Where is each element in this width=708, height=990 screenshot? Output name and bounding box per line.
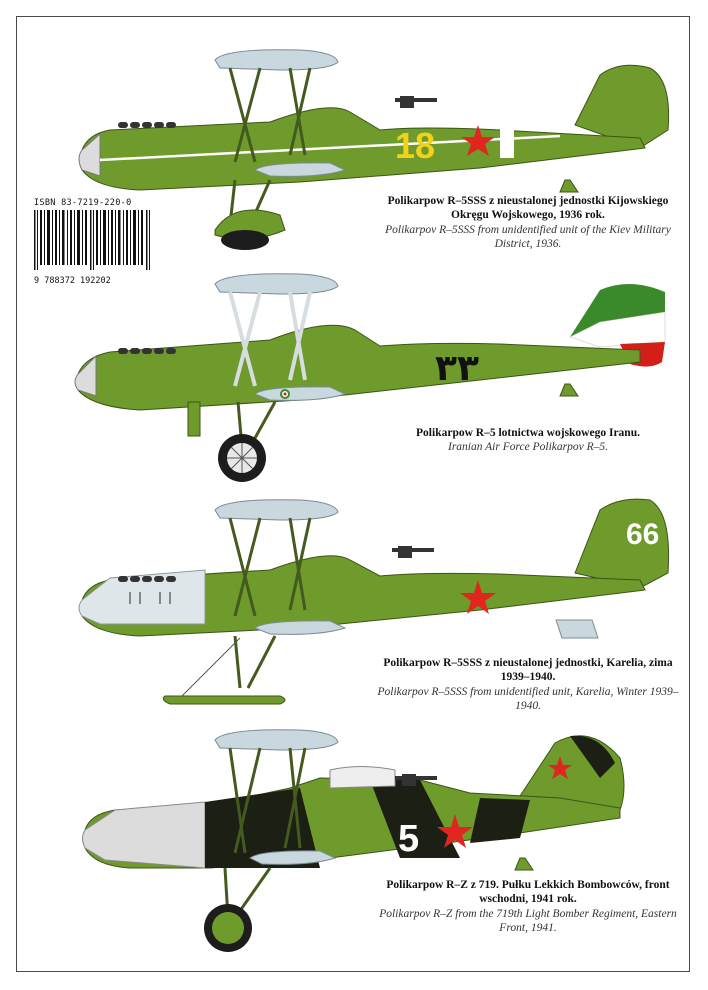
caption-1-polish: Polikarpow R–5SSS z nieustalonej jednostki Kijowskiego Okręgu Wojskowego, 1936 rok. [387,195,669,222]
caption-4-english: Polikarpov R–Z from the 719th Light Bomber Regiment, Eastern Front, 1941. [379,907,677,935]
barcode-bars [34,210,152,270]
tactical-number-18: 18 [395,125,436,166]
caption-4-polish: Polikarpow R–Z z 719. Pułku Lekkich Bombowców, front wschodni, 1941 rok. [386,879,670,906]
caption-4 [368,878,688,936]
caption-2-polish: Polikarpow R–5 lotnictwa wojskowego Iranu. [416,427,640,439]
ean-text: 9 788372 192202 [34,276,111,286]
tactical-number-66: 66 [626,518,660,551]
tactical-number-5: 5 [398,818,420,860]
caption-3-english: Polikarpov R–5SSS from unidentified unit, Karelia, Winter 1939–1940. [377,685,679,713]
caption-2 [368,426,688,455]
aircraft-profile-2 [0,262,708,492]
isbn-text: ISBN 83-7219-220-0 [34,198,132,208]
caption-1-english: Polikarpov R–5SSS from unidentified unit of the Kiev Military District, 1936. [385,223,671,251]
caption-3-polish: Polikarpow R–5SSS z nieustalonej jednostki, Karelia, zima 1939–1940. [383,657,673,684]
tactical-number-33-persian: ٣٣ [435,348,479,389]
caption-3 [368,656,688,714]
caption-2-english: Iranian Air Force Polikarpov R–5. [447,441,609,454]
caption-1 [368,194,688,252]
